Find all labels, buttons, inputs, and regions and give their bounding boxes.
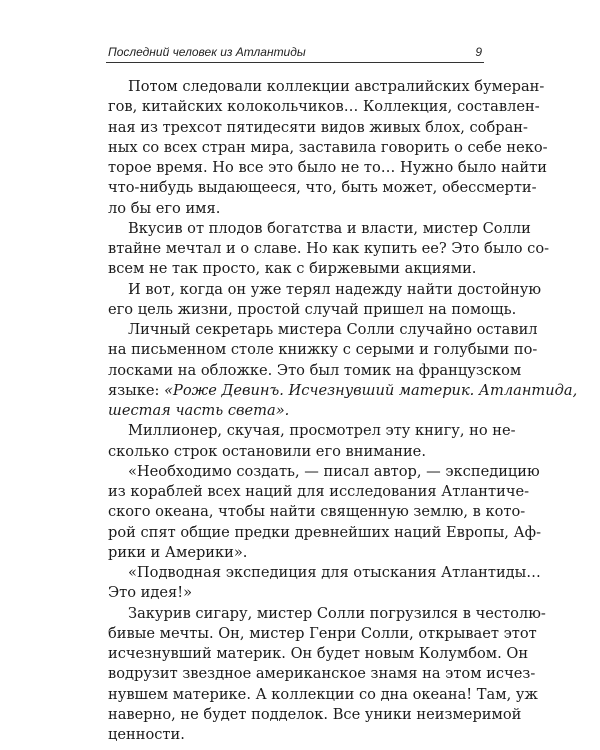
text-line: ценности. xyxy=(108,726,185,743)
text-line: ная из трехсот пятидесяти видов живых блох, собран- xyxy=(108,118,528,136)
text-line: ных со всех стран мира, заставила говорить о себе неко- xyxy=(108,138,548,156)
text-line: «Подводная экспедиция для отыскания Атлантиды… xyxy=(128,564,541,581)
text-line: рики и Америки». xyxy=(108,543,248,561)
text-line: втайне мечтал и о славе. Но как купить ее? Это было со- xyxy=(108,240,550,257)
paragraph xyxy=(108,77,548,219)
text-fragment: языке: xyxy=(108,381,165,399)
text-line: Это идея!» xyxy=(108,584,193,602)
text-line: Миллионер, скучая, просмотрел эту книгу, но не- xyxy=(128,422,516,440)
text-line: из кораблей всех наций для исследования Атлантиче- xyxy=(108,483,530,500)
text-line: лосками на обложке. Это был томик на французском xyxy=(108,361,522,379)
text-line: сколько строк остановили его внимание. xyxy=(108,442,426,460)
paragraph xyxy=(108,280,542,321)
text-line: Вкусив от плодов богатства и власти, мистер Солли xyxy=(128,219,531,237)
book-title-continued: шестая часть света». xyxy=(108,402,290,419)
text-line: исчезнувший материк. Он будет новым Колумбом. Он xyxy=(108,645,529,662)
paragraph xyxy=(108,219,550,280)
text-line: нувшем материке. А коллекции со дна океана! Там, уж xyxy=(108,685,538,703)
text-line: ского океана, чтобы найти священную землю, в кото- xyxy=(108,503,526,521)
page-number: 9 xyxy=(475,45,482,59)
running-header xyxy=(106,45,484,63)
text-line xyxy=(108,401,484,421)
text-line xyxy=(108,381,578,401)
paragraph xyxy=(108,462,541,563)
text-line: водрузит звездное американское знамя на этом исчез- xyxy=(108,665,536,683)
book-title: «Роже Девинъ. Исчезнувший материк. Атлантида, xyxy=(164,381,578,399)
paragraph xyxy=(108,421,516,462)
text-line: Личный секретарь мистера Солли случайно оставил xyxy=(128,321,538,338)
text-line: всем не так просто, как с биржевыми акциями. xyxy=(108,260,477,278)
text-line: «Необходимо создать, — писал автор, — экспедицию xyxy=(128,462,540,480)
text-line: Потом следовали коллекции австралийских бумеран- xyxy=(128,78,545,95)
paragraph xyxy=(108,320,578,421)
text-line: ло бы его имя. xyxy=(108,199,221,217)
text-line: рой спят общие предки древнейших наций Европы, Аф- xyxy=(108,523,541,541)
paragraph xyxy=(108,563,541,604)
text-line: И вот, когда он уже терял надежду найти достойную xyxy=(128,280,542,298)
text-line: гов, китайских колокольчиков… Коллекция, составлен- xyxy=(108,98,540,116)
text-line: Закурив сигару, мистер Солли погрузился в честолю- xyxy=(128,604,546,622)
text-line: торое время. Но все это было не то… Нужно было найти xyxy=(108,159,547,176)
running-title: Последний человек из Атлантиды xyxy=(108,45,306,59)
text-line: на письменном столе книжку с серыми и голубыми по- xyxy=(108,341,538,359)
text-line: что-нибудь выдающееся, что, быть может, обессмерти- xyxy=(108,179,537,197)
text-line: наверно, не будет подделок. Все уники неизмеримой xyxy=(108,705,522,723)
paragraph xyxy=(108,604,546,746)
page-body xyxy=(108,77,578,745)
text-line: бивые мечты. Он, мистер Генри Солли, открывает этот xyxy=(108,624,537,642)
text-line: его цель жизни, простой случай пришел на помощь. xyxy=(108,300,517,318)
